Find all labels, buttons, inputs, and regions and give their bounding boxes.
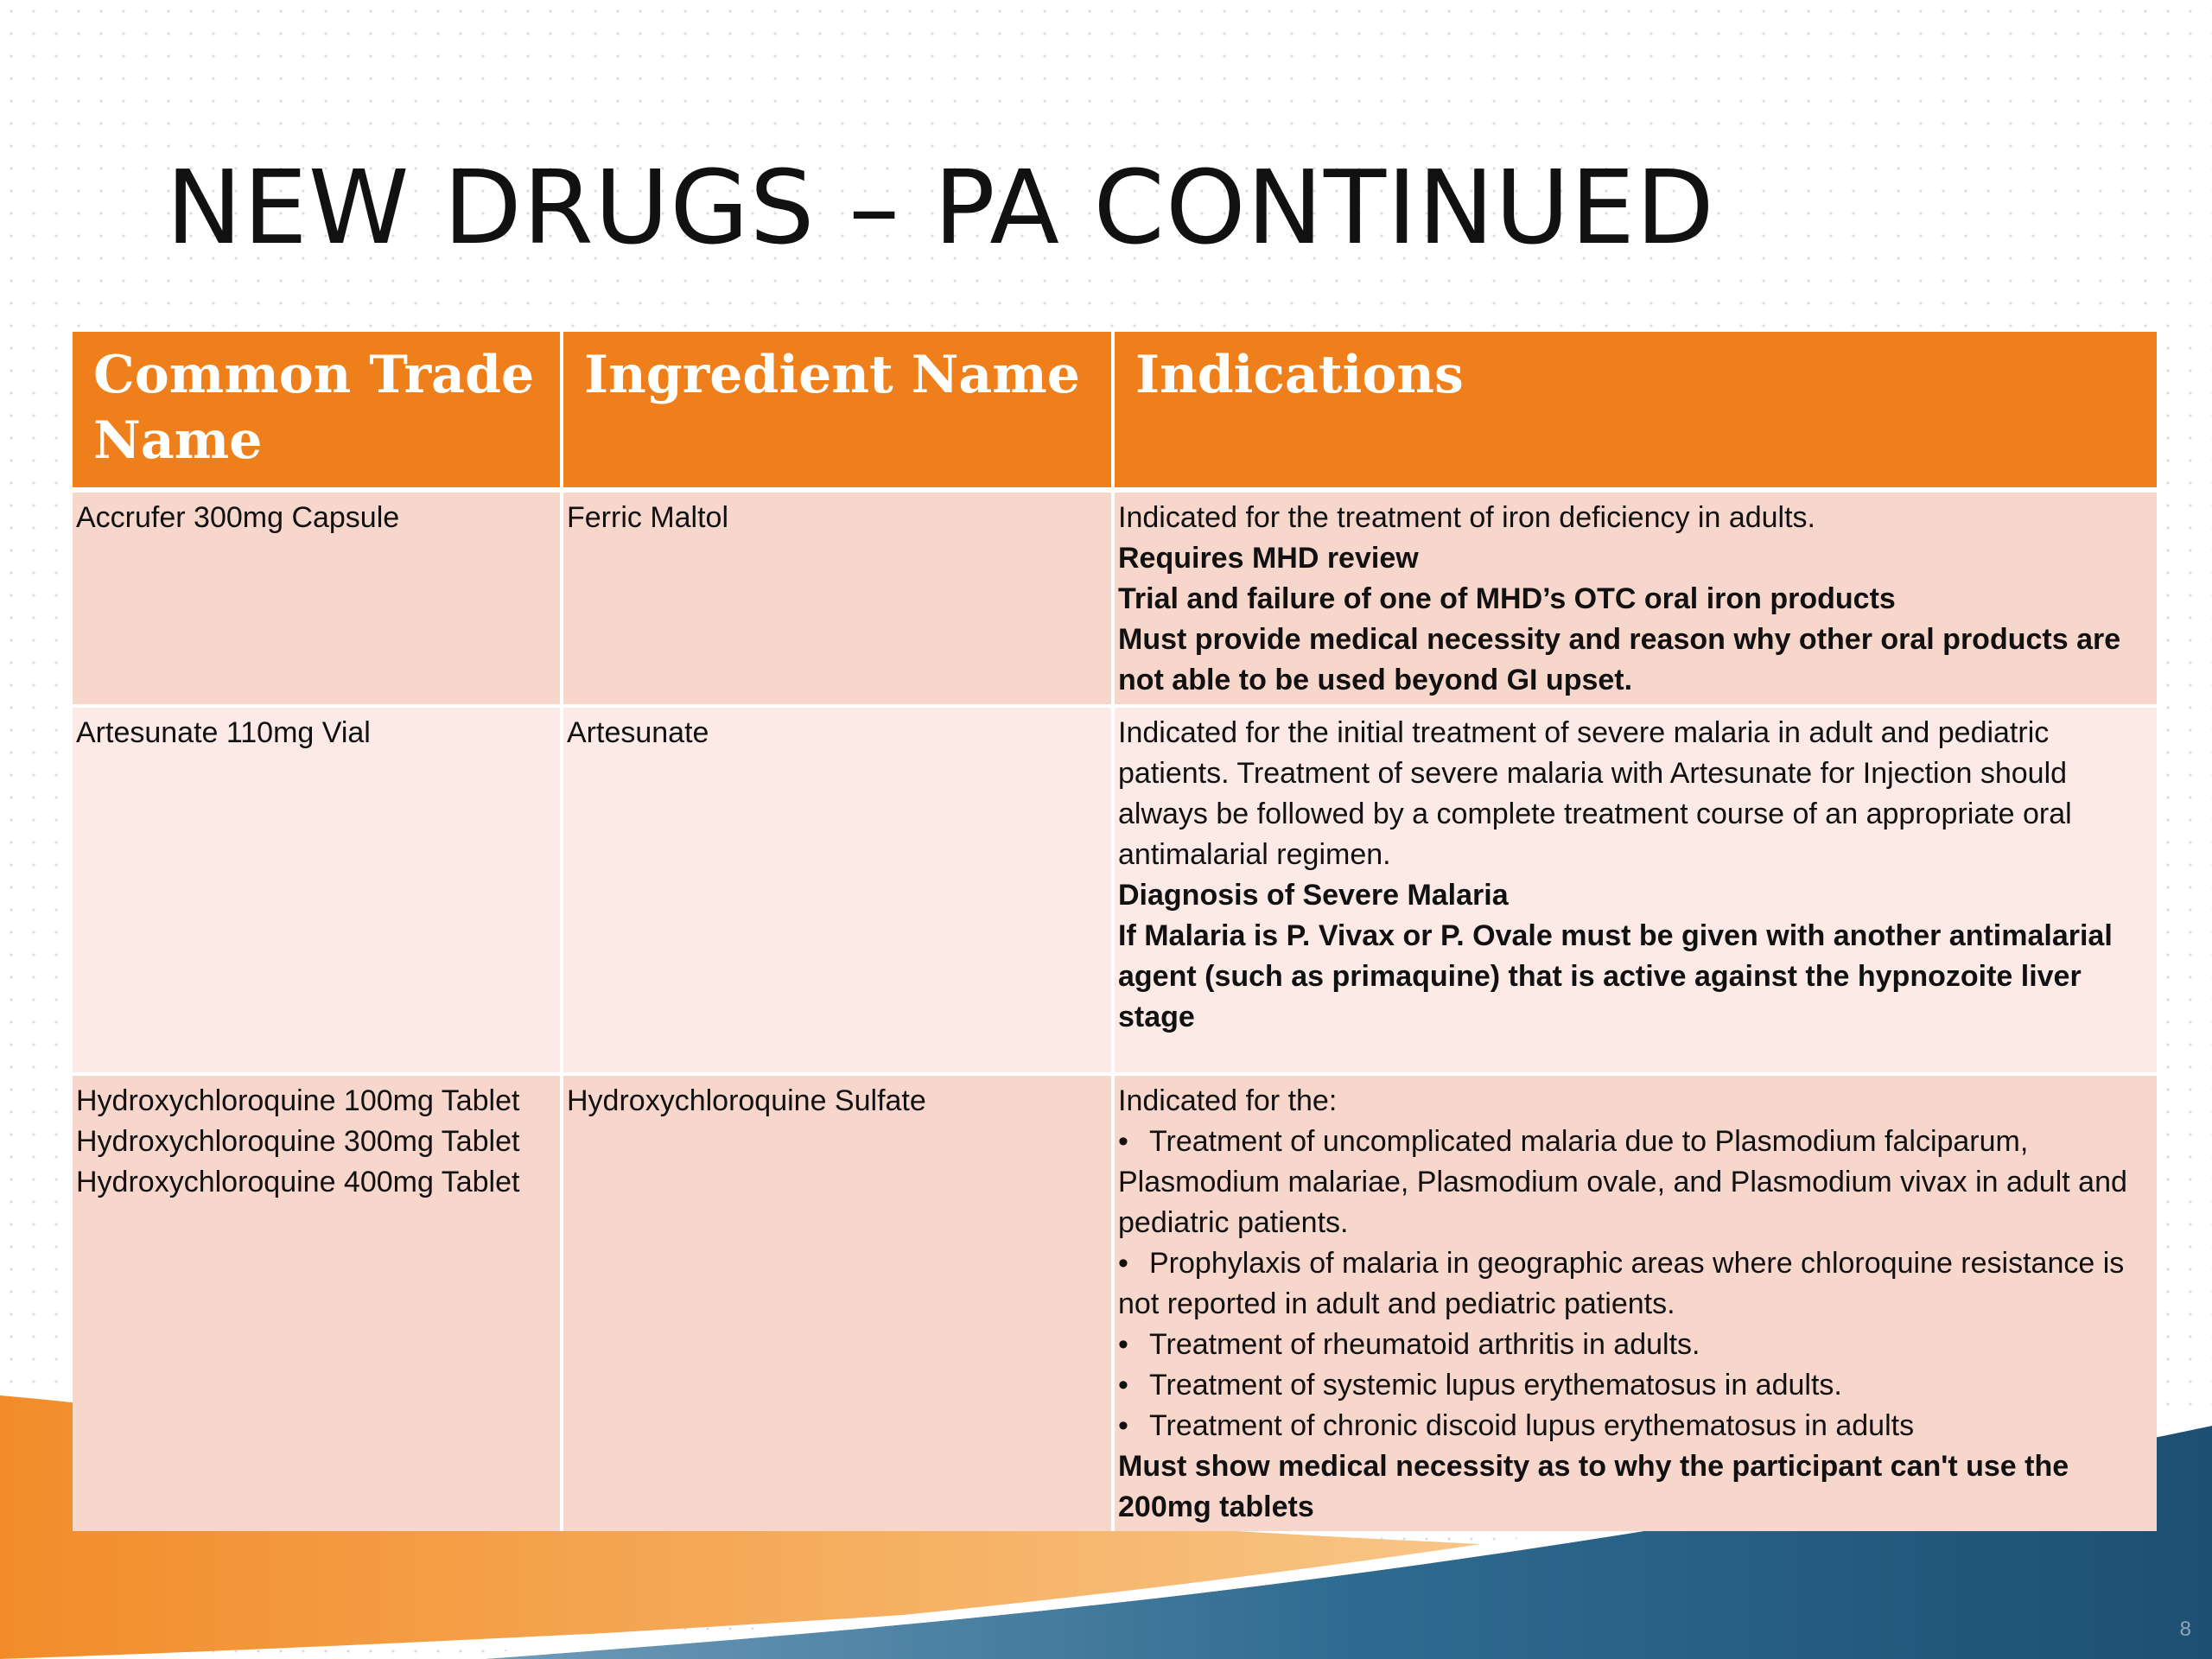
indications-cell — [1113, 490, 2157, 706]
indication-requirement: Requires MHD review — [1118, 542, 1419, 575]
bullet-text: Treatment of rheumatoid arthritis in adults. — [1149, 1328, 1700, 1361]
indication-requirement: Trial and failure of one of MHD’s OTC oral iron products — [1118, 582, 1896, 615]
trade-name-cell — [73, 706, 562, 1074]
trade-name: Hydroxychloroquine 100mg Tablet — [76, 1084, 520, 1117]
ingredient-cell: Ferric Maltol — [562, 490, 1113, 706]
ingredient-cell: Artesunate — [562, 706, 1113, 1074]
trade-name: Hydroxychloroquine 300mg Tablet — [76, 1125, 520, 1158]
indication-bullet — [1118, 1243, 2152, 1325]
indication-text: Indicated for the initial treatment of severe malaria in adult and pediatric patients. Treatment of severe malaria with Artesunate for Injection should always be followed by a complete treatment course of an appropriate oral antimalarial regimen. — [1118, 716, 2072, 871]
bullet-dot-icon: • — [1118, 1125, 1128, 1158]
indication-text: Indicated for the treatment of iron deficiency in adults. — [1118, 501, 1816, 534]
slide-title: NEW DRUGS – PA CONTINUED — [166, 148, 1715, 267]
indications-cell — [1113, 706, 2157, 1074]
trade-name: Artesunate 110mg Vial — [76, 716, 371, 749]
indication-bullet — [1118, 1325, 2152, 1365]
bullet-text: Treatment of chronic discoid lupus erythematosus in adults — [1149, 1409, 1915, 1442]
indication-requirement: Must show medical necessity as to why the participant can't use the 200mg tablets — [1118, 1450, 2069, 1523]
indication-bullet — [1118, 1122, 2152, 1243]
drug-table — [73, 332, 2157, 1531]
table-row — [73, 706, 2157, 1074]
drug-table-container — [73, 332, 2157, 1531]
bullet-dot-icon: • — [1118, 1328, 1128, 1361]
bullet-text: Treatment of uncomplicated malaria due to Plasmodium falciparum, Plasmodium malariae, Plasmodium ovale, and Plasmodium vivax in adult and pediatric patients. — [1118, 1125, 2127, 1239]
table-row — [73, 490, 2157, 706]
bullet-text: Prophylaxis of malaria in geographic areas where chloroquine resistance is not reported in adult and pediatric patients. — [1118, 1247, 2125, 1320]
bullet-dot-icon: • — [1118, 1247, 1128, 1280]
bullet-text: Treatment of systemic lupus erythematosus in adults. — [1149, 1369, 1842, 1402]
trade-name-cell — [73, 490, 562, 706]
table-header-row — [73, 332, 2157, 490]
trade-name-cell — [73, 1074, 562, 1531]
indications-cell — [1113, 1074, 2157, 1531]
ingredient-cell: Hydroxychloroquine Sulfate — [562, 1074, 1113, 1531]
trade-name: Hydroxychloroquine 400mg Tablet — [76, 1166, 520, 1198]
trade-name: Accrufer 300mg Capsule — [76, 501, 400, 534]
indication-bullet — [1118, 1365, 2152, 1406]
header-ingredient-name: Ingredient Name — [562, 332, 1113, 490]
header-common-trade-name: Common Trade Name — [73, 332, 562, 490]
table-row — [73, 1074, 2157, 1531]
indication-bullet — [1118, 1406, 2152, 1446]
page-number: 8 — [2179, 1618, 2191, 1641]
indication-requirement: Diagnosis of Severe Malaria — [1118, 879, 1509, 912]
header-indications: Indications — [1113, 332, 2157, 490]
indication-requirement: If Malaria is P. Vivax or P. Ovale must be given with another antimalarial agent (such as primaquine) that is active against the hypnozoite liver stage — [1118, 919, 2113, 1033]
bullet-dot-icon: • — [1118, 1369, 1128, 1402]
indication-intro: Indicated for the: — [1118, 1084, 1338, 1117]
bullet-dot-icon: • — [1118, 1409, 1128, 1442]
indication-requirement: Must provide medical necessity and reason why other oral products are not able to be used beyond GI upset. — [1118, 623, 2121, 696]
